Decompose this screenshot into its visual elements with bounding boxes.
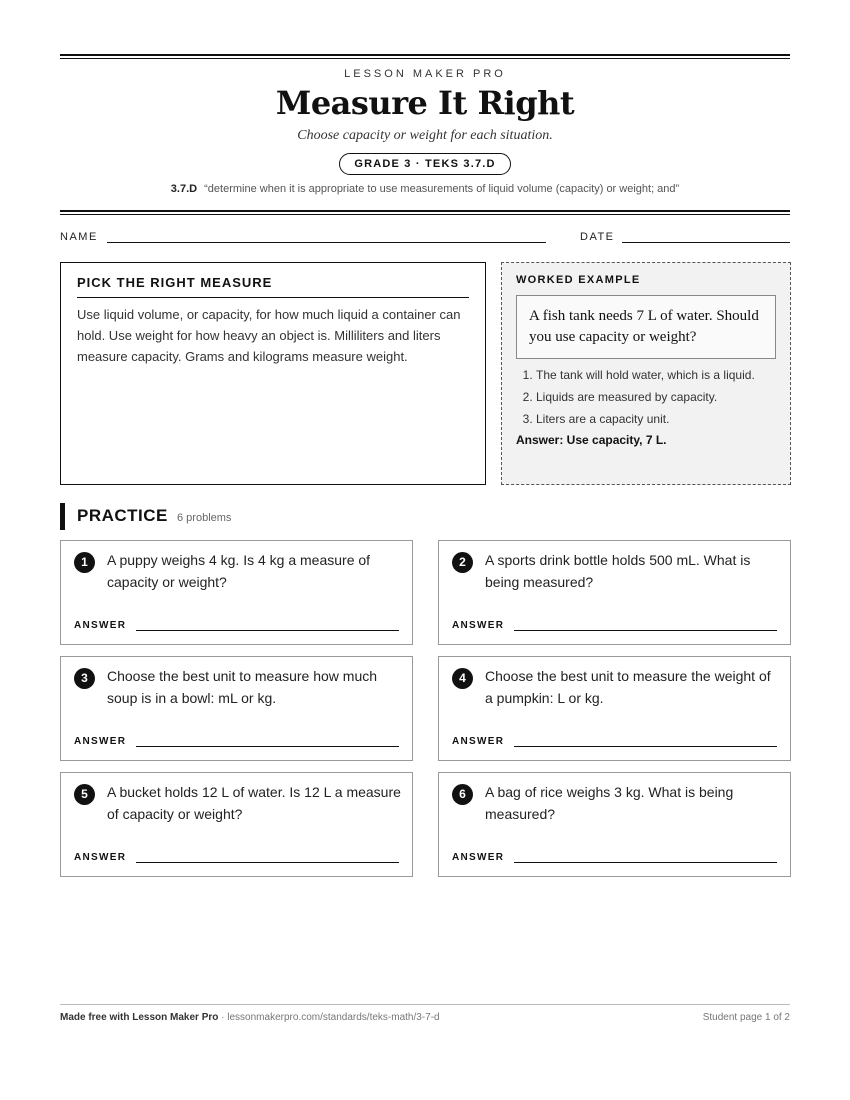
- footer-made-with: Made free with Lesson Maker Pro: [60, 1012, 219, 1023]
- practice-count: 6 problems: [177, 512, 232, 524]
- answer-field-6[interactable]: [514, 862, 777, 863]
- footer-credit: [60, 1012, 440, 1023]
- date-label: DATE: [580, 231, 615, 243]
- footer-url[interactable]: · lessonmakerpro.com/standards/teks-math/3-7-d: [218, 1012, 440, 1023]
- problem-card-2: [438, 540, 791, 645]
- example-steps: [516, 367, 776, 428]
- problem-number: 1: [74, 552, 95, 573]
- answer-field-2[interactable]: [514, 630, 777, 631]
- example-question: A fish tank needs 7 L of water. Should you use capacity or weight?: [516, 295, 776, 359]
- problem-text: A sports drink bottle holds 500 mL. What is being measured?: [485, 552, 751, 590]
- problem-text: A puppy weighs 4 kg. Is 4 kg a measure of capacity or weight?: [107, 552, 371, 590]
- example-step: 2. Liquids are measured by capacity.: [536, 389, 776, 406]
- answer-label: ANSWER: [74, 852, 127, 863]
- problem-text: A bag of rice weighs 3 kg. What is being measured?: [485, 784, 734, 822]
- standard-line: [60, 183, 790, 195]
- problem-text: Choose the best unit to measure how much soup is in a bowl: mL or kg.: [107, 668, 378, 706]
- info-box: [60, 262, 486, 485]
- info-heading: PICK THE RIGHT MEASURE: [77, 275, 469, 298]
- grade-badge: GRADE 3 · TEKS 3.7.D: [339, 153, 510, 175]
- grade-badge-wrap: [60, 153, 790, 175]
- name-label: NAME: [60, 231, 98, 243]
- example-answer: Answer: Use capacity, 7 L.: [516, 433, 667, 447]
- example-step: 1. The tank will hold water, which is a liquid.: [536, 367, 776, 384]
- answer-label: ANSWER: [452, 852, 505, 863]
- standard-code: 3.7.D: [170, 183, 198, 195]
- problem-card-3: [60, 656, 413, 761]
- problem-card-1: [60, 540, 413, 645]
- footer-page-number: Student page 1 of 2: [702, 1012, 790, 1023]
- problem-card-6: [438, 772, 791, 877]
- problem-number: 2: [452, 552, 473, 573]
- brand-name: LESSON MAKER PRO: [344, 68, 506, 80]
- problem-card-4: [438, 656, 791, 761]
- example-step: 3. Liters are a capacity unit.: [536, 411, 776, 428]
- info-text: Use liquid volume, or capacity, for how much liquid a container can hold. Use weight for how heavy an object is. Milliliters and liters measure capacity. Grams and kilograms measure weight.: [77, 307, 461, 364]
- answer-field-5[interactable]: [136, 862, 399, 863]
- page-subtitle: Choose capacity or weight for each situation.: [297, 128, 553, 143]
- problem-text: Choose the best unit to measure the weight of a pumpkin: L or kg.: [485, 668, 771, 706]
- problem-number: 5: [74, 784, 95, 805]
- name-date-row: [60, 231, 790, 245]
- practice-accent-bar: [60, 503, 65, 530]
- answer-label: ANSWER: [74, 620, 127, 631]
- problem-text: A bucket holds 12 L of water. Is 12 L a measure of capacity or weight?: [107, 784, 401, 822]
- answer-label: ANSWER: [452, 620, 505, 631]
- answer-label: ANSWER: [74, 736, 127, 747]
- problem-card-5: [60, 772, 413, 877]
- problem-number: 6: [452, 784, 473, 805]
- example-heading: WORKED EXAMPLE: [516, 274, 641, 286]
- date-field[interactable]: [622, 242, 790, 243]
- answer-label: ANSWER: [452, 736, 505, 747]
- footer-rule: [60, 1004, 790, 1005]
- practice-heading: PRACTICE: [77, 506, 168, 525]
- page-title: Measure It Right: [275, 84, 575, 122]
- name-field[interactable]: [107, 242, 546, 243]
- header-rule-top: [60, 54, 790, 59]
- answer-field-4[interactable]: [514, 746, 777, 747]
- worked-example-box: [501, 262, 791, 485]
- answer-field-3[interactable]: [136, 746, 399, 747]
- standard-text: “determine when it is appropriate to use measurements of liquid volume (capacity) or weight; and”: [204, 183, 680, 195]
- problem-number: 4: [452, 668, 473, 689]
- problem-number: 3: [74, 668, 95, 689]
- answer-field-1[interactable]: [136, 630, 399, 631]
- header-rule-bottom: [60, 210, 790, 215]
